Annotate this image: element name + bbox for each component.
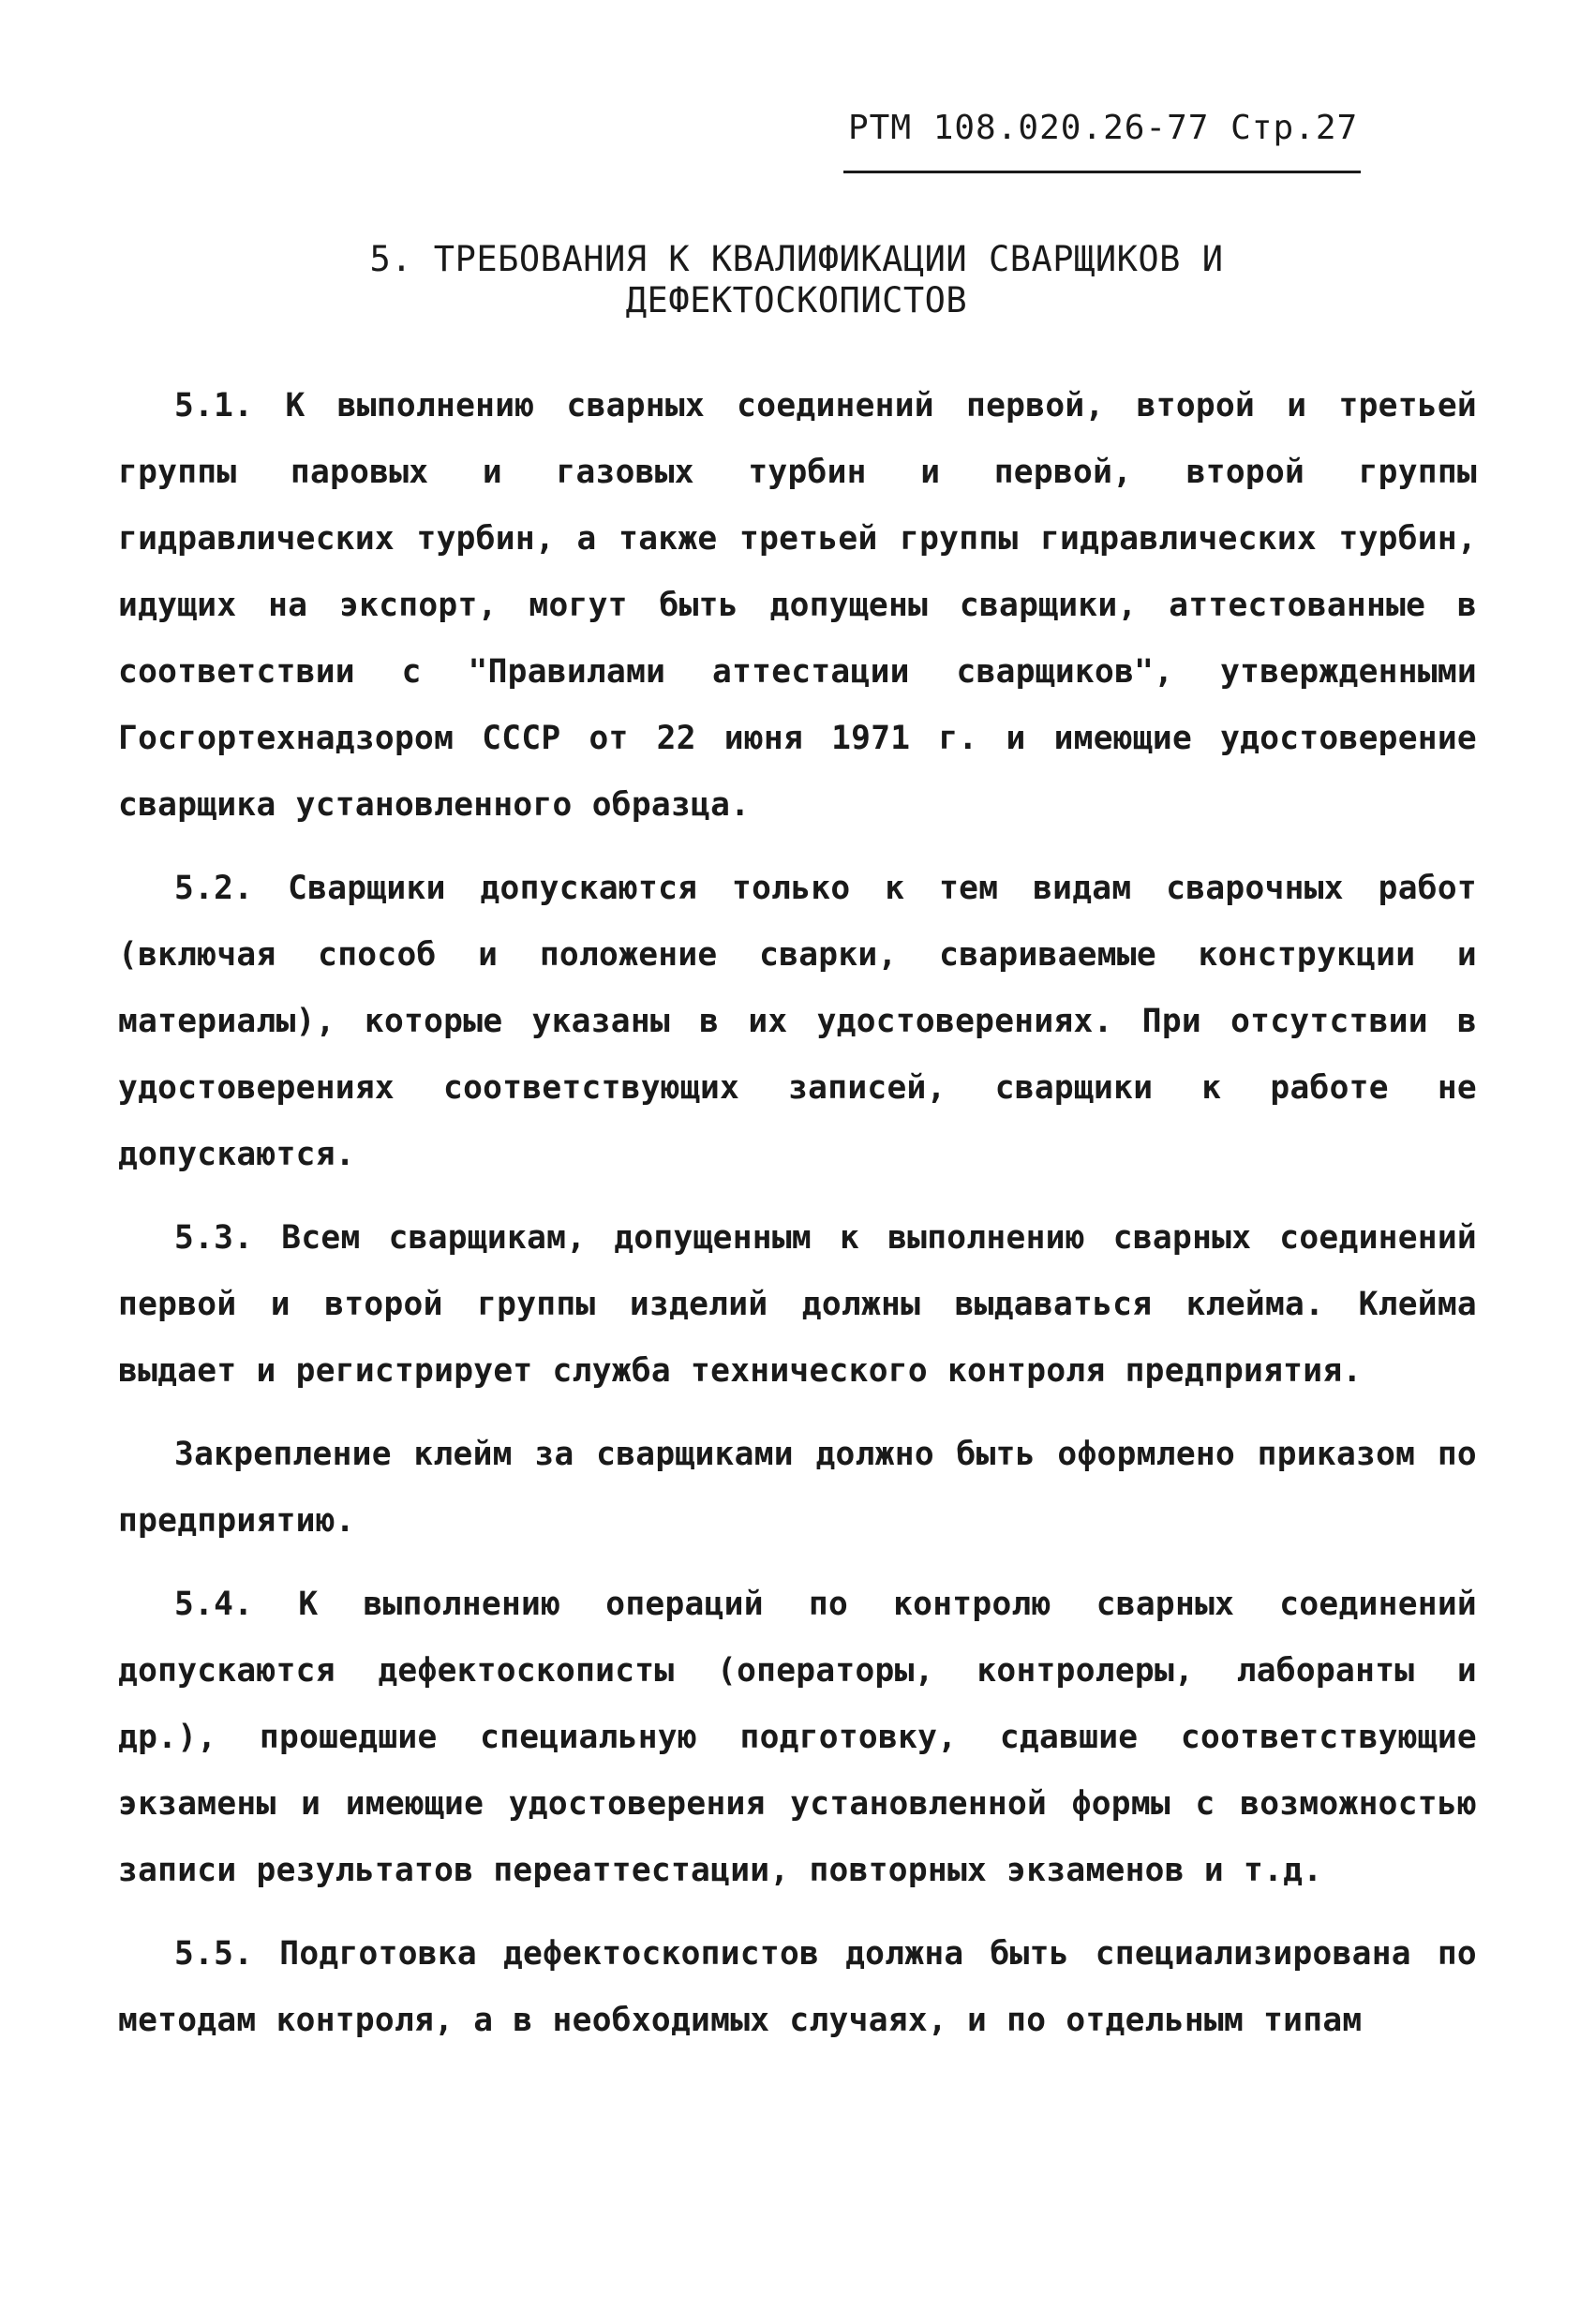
document-header-code: РТМ 108.020.26-77 Стр.27	[848, 109, 1359, 147]
header-underline	[843, 171, 1361, 173]
paragraph-5-1: 5.1. К выполнению сварных соединений первой, второй и третьей группы паровых и газовых турбин и первой, второй группы гидравлических турбин, а также третьей группы гидравлических турбин, идущих на экспорт, могут быть допущены сварщики, аттестованные в соответствии с "Правилами аттестации сварщиков", утвержденными Госгортехнадзором СССР от 22 июня 1971 г. и имеющие удостоверение сварщика установленного образца.	[118, 387, 1477, 824]
document-body	[118, 373, 1477, 2054]
paragraph-5-2: 5.2. Сварщики допускаются только к тем видам сварочных работ (включая способ и положение сварки, свариваемые конструкции и материалы), которые указаны в их удостоверениях. При отсутствии в удостоверениях соответствующих записей, сварщики к работе не допускаются.	[118, 870, 1477, 1173]
section-title-line-2: ДЕФЕКТОСКОПИСТОВ	[625, 280, 968, 320]
paragraph-5-3-continued: Закрепление клейм за сварщиками должно быть оформлено приказом по предприятию.	[118, 1436, 1477, 1540]
paragraph-5-4: 5.4. К выполнению операций по контролю сварных соединений допускаются дефектоскописты (операторы, контролеры, лаборанты и др.), прошедшие специальную подготовку, сдавшие соответствующие экзамены и имеющие удостоверения установленной формы с возможностью записи результатов переаттестации, повторных экзаменов и т.д.	[118, 1586, 1477, 1889]
section-title	[187, 239, 1406, 321]
section-title-line-1: 5. ТРЕБОВАНИЯ К КВАЛИФИКАЦИИ СВАРЩИКОВ И	[369, 239, 1224, 279]
paragraph-5-3: 5.3. Всем сварщикам, допущенным к выполнению сварных соединений первой и второй группы изделий должны выдаваться клейма. Клейма выдает и регистрирует служба технического контроля предприятия.	[118, 1219, 1477, 1390]
paragraph-5-5: 5.5. Подготовка дефектоскопистов должна быть специализирована по методам контроля, а в необходимых случаях, и по отдельным типам	[118, 1935, 1477, 2039]
